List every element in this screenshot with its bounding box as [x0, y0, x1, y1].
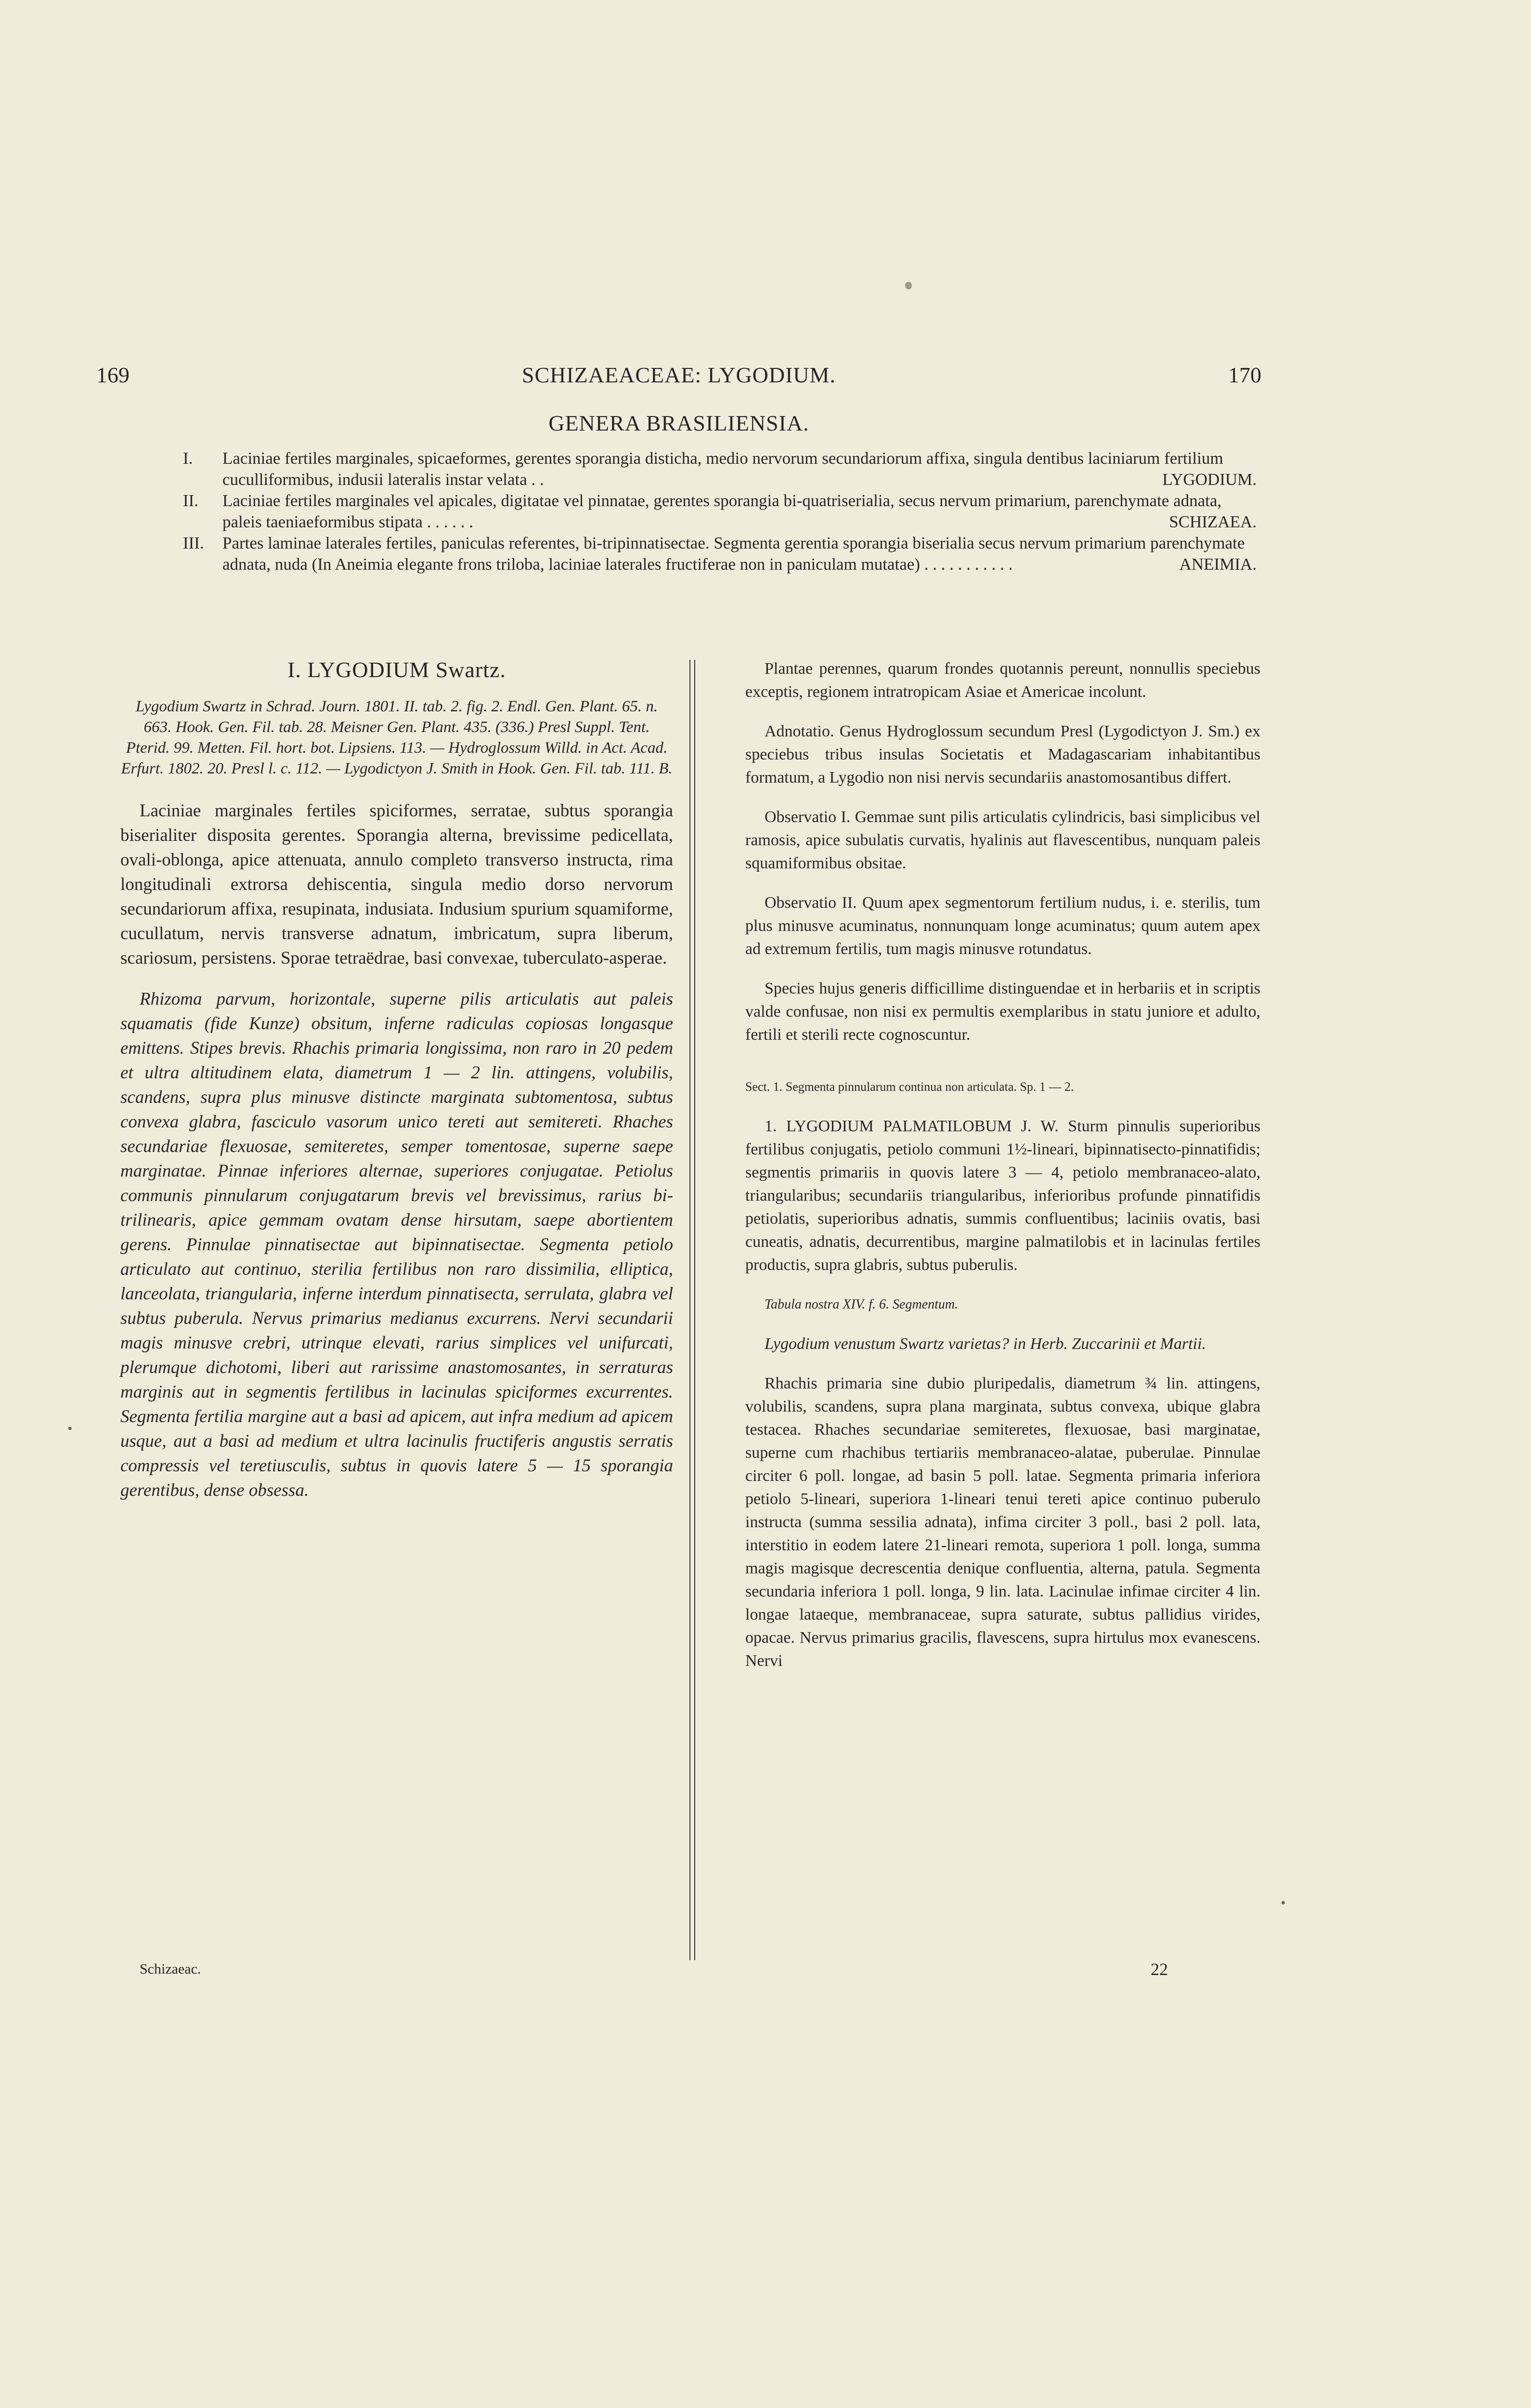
key-number: III. — [183, 534, 204, 552]
genus-heading: I. LYGODIUM Swartz. — [287, 657, 506, 682]
margin-mark: • — [67, 1421, 73, 1437]
observatio-1: Observatio I. Gemmae sunt pilis articulatis cylindricis, basi simplicibus vel ramosis, apice subulatis curvatis, hyalinis aut flavescentibus, nunquam paleis squamiformibus obsitae. — [745, 808, 1260, 872]
key-text: Laciniae fertiles marginales vel apicales, digitatae vel pinnatae, gerentes sporangia bi-quatriserialia, secus nervum primarium, parenchymate adnata, paleis taeniaeformibus stipata . . . . . . — [222, 491, 1222, 531]
key-item — [96, 533, 1261, 575]
key-number: II. — [183, 491, 199, 510]
key-genus: ANEIMIA. — [1179, 555, 1257, 574]
species-note: Species hujus generis difficillime distinguendae et in herbariis et in scriptis valde confusae, non nisi ex permultis exemplaribus in statu juniore et adulto, fertili et sterili recte cognoscuntur. — [745, 980, 1260, 1044]
adnotatio: Adnotatio. Genus Hydroglossum secundum Presl (Lygodictyon J. Sm.) ex speciebus tribus insulas Societatis et Madagascariam inhabitantibus formatum, a Lygodio non nisi nervis secundariis anastomosantibus differt. — [745, 722, 1260, 786]
species-diagnosis: 1. LYGODIUM PALMATILOBUM J. W. Sturm pinnulis superioribus fertilibus conjugatis, petiolo communi 1½-lineari, bipinnatisecto-pinnatifidis; segmentis primariis in quovis latere 3 — 4, petiolo membranaceo-alato, triangularibus; secundariis triangularibus, inferioribus profunde pinnatifidis petiolatis, superioribus adnatis, summis confluentibus; laciniis ovatis, basi cuneatis, adnatis, decurrentibus, margine palmatilobis et in lacinulas fertiles productis, supra glabris, subtus puberulis. — [745, 1117, 1260, 1274]
synonymy: Lygodium Swartz in Schrad. Journ. 1801. II. tab. 2. fig. 2. Endl. Gen. Plant. 65. n. 663. Hook. Gen. Fil. tab. 28. Meisner Gen. Plant. 435. (336.) Presl Suppl. Tent. Pterid. 99. Metten. Fil. hort. bot. Lipsiens. 113. — Hydroglossum Willd. in Act. Acad. Erfurt. 1802. 20. Presl l. c. 112. — Lygodictyon J. Smith in Hook. Gen. Fil. tab. 111. B. — [121, 698, 673, 777]
right-column — [745, 657, 1260, 1689]
genera-title: GENERA BRASILIENSIA. — [548, 411, 809, 435]
signature-mark: Schizaeac. — [140, 1961, 201, 1977]
running-header — [96, 362, 1261, 391]
key-genus: SCHIZAEA. — [1169, 512, 1257, 531]
observatio-2: Observatio II. Quum apex segmentorum fertilium nudus, i. e. sterilis, tum plus minusve acuminatus, nonnunquam longe acuminatus; quum autem apex ad extremum fertilis, tum magis minusve rotundatus. — [745, 894, 1260, 958]
species-description: Rhachis primaria sine dubio pluripedalis, diametrum ¾ lin. attingens, volubilis, scandens, supra plana marginata, subtus convexa, ubique glabra testacea. Rhaches secundariae semiteretes, flexuosae, basi marginatae, superne cum rhachibus tertiariis membranaceo-alatae, puberulae. Pinnulae circiter 6 poll. longae, ad basin 5 poll. latae. Segmenta primaria inferiora petiolo 5-lineari, superiora 1-lineari tenui tereti apice continuo puberulo instructa (summa sessilia adnata), infima circiter 3 poll., basi 2 poll. lata, interstitio in eodem latere 21-lineari remota, superiora 1 poll. longa, summa magis magisque decrescentia denique confluentia, alterna, patula. Segmenta secundaria inferiora 1 poll. longa, 9 lin. lata. Lacinulae infimae circiter 4 lin. longae lataeque, membranaceae, supra saturate, subtus pallidius virides, opacae. Nervus primarius gracilis, flavescens, supra hirtulus mox evanescens. Nervi — [745, 1374, 1260, 1670]
plate-reference: Tabula nostra XIV. f. 6. Segmentum. — [765, 1297, 959, 1312]
key-genus: LYGODIUM. — [1162, 470, 1257, 489]
running-title: SCHIZAEACEAE: LYGODIUM. — [521, 363, 836, 387]
section-heading: Sect. 1. Segmenta pinnularum continua non articulata. Sp. 1 — 2. — [745, 1080, 1074, 1094]
key-text: Partes laminae laterales fertiles, paniculas referentes, bi-tripinnatisectae. Segmenta gerentia sporangia biserialia secus nervum primarium parenchymate adnata, nuda (In Aneimia elegante frons triloba, laciniae laterales fructiferae non in paniculam mutatae) . . . . . . . . . . . — [222, 534, 1245, 574]
margin-mark: • — [1281, 1895, 1286, 1911]
column-divider — [689, 660, 695, 1960]
left-column — [120, 657, 673, 1519]
sheet-number: 22 — [1151, 1960, 1168, 1979]
key-item — [96, 448, 1261, 490]
key-text: Laciniae fertiles marginales, spicaeformes, gerentes sporangia disticha, medio nervorum secundariorum affixa, singula dentibus laciniarum fertilium cuculliformibus, indusii lateralis instar velata . . — [222, 449, 1223, 489]
key-number: I. — [183, 449, 193, 468]
genus-description: Laciniae marginales fertiles spiciformes, serratae, subtus sporangia biserialiter disposita gerentes. Sporangia alterna, brevissime pedicellata, ovali-oblonga, apice attenuata, annulo completo transverso instructa, rima longitudinali extrorsa dehiscentia, singula medio dorso nervorum secundariorum affixa, resupinata, indusiata. Indusium spurium squamiforme, cucullatum, nervis transverse adnatum, imbricatum, supra liberum, scariosum, persistens. Sporae tetraëdrae, basi convexae, tuberculato-asperae. — [120, 801, 673, 968]
synonym-reference: Lygodium venustum Swartz varietas? in Herb. Zuccarinii et Martii. — [765, 1335, 1206, 1353]
habit-description: Rhizoma parvum, horizontale, superne pilis articulatis aut paleis squamatis (fide Kunze) obsitum, inferne radiculas copiosas longasque emittens. Stipes brevis. Rhachis primaria longissima, non raro in 20 pedem et ultra altitudinem elata, diametrum 1 — 2 lin. attingens, volubilis, scandens, supra plus minusve distincte marginata subtomentosa, subtus convexa glabra, fasciculo vasorum unico tereti aut semitereti. Rhaches secundariae flexuosae, semiteretes, semper tomentosae, superne saepe marginatae. Pinnae inferiores alternae, superiores conjugatae. Petiolus communis pinnularum conjugatarum brevis vel brevissimus, rarius bi-trilinearis, apice gemmam ovatam dense hirsutam, saepe abortientem gerens. Pinnulae pinnatisectae aut bipinnatisectae. Segmenta petiolo articulato aut continuo, sterilia fertilibus non raro dissimilia, elliptica, lanceolata, triangularia, inferne interdum pinnatisecta, serrulata, glabra vel subtus puberula. Nervus primarius medianus excurrens. Nervi secundarii magis minusve crebri, utrinque elevati, rarius simplices vel unifurcati, plerumque dichotomi, liberi aut rarissime anastomosantes, in serraturas marginis aut in segmentis fertilibus in lacinulas spiciformes excurrentes. Segmenta fertilia margine aut a basi ad apicem, aut infra medium ad apicem usque, aut a basi ad medium et ultra lacinulis fructiferis angustis serratis compressis vel teretiusculis, subtus in quovis latere 5 — 15 sporangia gerentibus, dense obsessa. — [120, 989, 673, 1500]
intro-paragraph: Plantae perennes, quarum frondes quotannis pereunt, nonnullis speciebus exceptis, regionem intratropicam Asiae et Americae incolunt. — [745, 660, 1260, 701]
ink-spot — [905, 282, 912, 289]
genera-key — [96, 448, 1261, 575]
page-number-right: 170 — [1228, 363, 1261, 387]
key-item — [96, 490, 1261, 533]
page-number-left: 169 — [96, 363, 130, 387]
